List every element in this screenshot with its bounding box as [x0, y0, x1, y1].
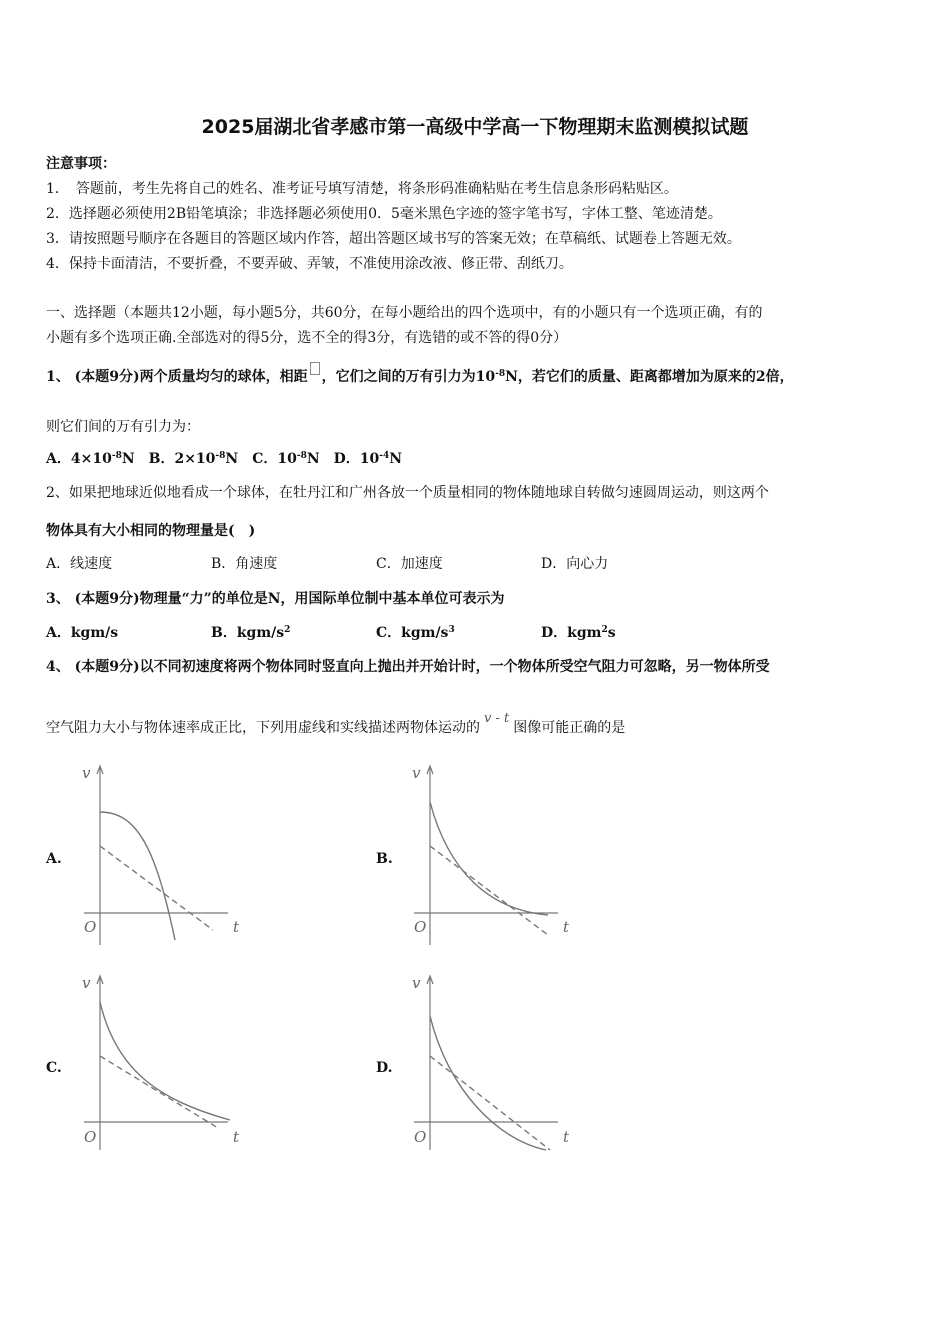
q2-option-a[interactable]: A．线速度 — [46, 556, 113, 572]
axis-t-label: t — [563, 918, 570, 936]
note-item-1: 1． 答题前，考生先将自己的姓名、准考证号填写清楚，将条形码准确粘贴在考生信息条形码粘贴区。 — [46, 181, 678, 197]
origin-label: O — [414, 1128, 427, 1146]
dashed-line — [430, 846, 548, 935]
dashed-line — [430, 1056, 550, 1150]
q1-stem — [46, 366, 794, 386]
notes-heading: 注意事项： — [46, 156, 116, 172]
section-intro-line2: 小题有多个选项正确.全部选对的得5分，选不全的得3分，有选错的或不答的得0分） — [46, 330, 568, 346]
q2-option-d[interactable]: D．向心力 — [541, 556, 609, 572]
q4-option-c[interactable]: C. — [46, 1060, 62, 1076]
axis-v-label: v — [82, 764, 91, 782]
graph-b — [408, 760, 588, 950]
axis-v-label: v — [412, 974, 421, 992]
q3-option-d[interactable]: D．kgm$^2$s — [541, 625, 616, 641]
exam-title: 2025届湖北省孝感市第一高级中学高一下物理期末监测模拟试题 — [201, 116, 749, 138]
section-intro-line1: 一、选择题（本题共12小题，每小题5分，共60分，在每小题给出的四个选项中，有的小题只有一个选项正确，有的 — [46, 305, 763, 321]
q1-option-d[interactable]: D．$10^{-4}N$ — [333, 451, 403, 467]
q1-option-b[interactable]: B．$2\times 10^{-8}N$ — [148, 451, 239, 467]
note-item-3: 3．请按照题号顺序在各题目的答题区域内作答，超出答题区域书写的答案无效；在草稿纸、试题卷上答题无效。 — [46, 231, 741, 247]
q2-stem-line1: 2、如果把地球近似地看成一个球体，在牡丹江和广州各放一个质量相同的物体随地球自转做匀速圆周运动，则这两个 — [46, 485, 769, 501]
q2-option-b[interactable]: B．角速度 — [211, 556, 278, 572]
q3-option-a[interactable]: A．kgm/s — [46, 625, 119, 641]
q4-stem-line2 — [46, 711, 626, 737]
graph-c — [78, 970, 258, 1160]
graph-d — [408, 970, 588, 1160]
q1-stem-c: N，若它们的质量、距离都增加为原来的2倍， — [505, 369, 794, 385]
q1-stem-line2: 则它们间的万有引力为： — [46, 419, 200, 435]
q1-options — [46, 448, 402, 468]
axis-t-label: t — [233, 1128, 240, 1146]
q4-option-d[interactable]: D. — [376, 1060, 393, 1076]
missing-glyph-box — [310, 362, 320, 375]
q1-option-c[interactable]: C．$10^{-8}N$ — [252, 451, 320, 467]
q3-option-c[interactable]: C．kgm/$s^3$ — [376, 625, 455, 641]
solid-curve — [100, 812, 175, 940]
axis-t-label: t — [233, 918, 240, 936]
dashed-line — [100, 846, 213, 930]
axis-v-label: v — [412, 764, 421, 782]
q4-option-b[interactable]: B. — [376, 851, 393, 867]
note-item-2: 2．选择题必须使用2B铅笔填涂；非选择题必须使用0．5毫米黑色字迹的签字笔书写，字体工整、笔迹清楚。 — [46, 206, 722, 222]
q4-stem-line2b: 图像可能正确的是 — [513, 720, 626, 736]
dashed-line — [100, 1056, 218, 1128]
solid-curve — [100, 1002, 230, 1120]
axis-v-label: v — [82, 974, 91, 992]
q2-stem-line2: 物体具有大小相同的物理量是( ) — [46, 523, 256, 539]
q2-option-c[interactable]: C．加速度 — [376, 556, 443, 572]
q1-stem-a: 1、 (本题9分)两个质量均匀的球体，相距 — [46, 369, 308, 385]
axis-t-label: t — [563, 1128, 570, 1146]
origin-label: O — [414, 918, 427, 936]
q1-stem-sup: -8 — [495, 369, 506, 379]
graph-a — [78, 760, 258, 950]
q3-stem: 3、 (本题9分)物理量“力”的单位是N，用国际单位制中基本单位可表示为 — [46, 591, 505, 607]
q1-stem-b: ，它们之间的万有引力为10 — [321, 369, 496, 385]
q4-stem-line1: 4、 (本题9分)以不同初速度将两个物体同时竖直向上抛出并开始计时，一个物体所受空气阻力可忽略，另一物体所受 — [46, 659, 770, 675]
q4-stem-line2a: 空气阻力大小与物体速率成正比，下列用虚线和实线描述两物体运动的 — [46, 720, 480, 736]
note-item-4: 4．保持卡面清洁，不要折叠，不要弄破、弄皱，不准使用涂改液、修正带、刮纸刀。 — [46, 256, 573, 272]
solid-curve — [430, 1016, 546, 1150]
q1-option-a[interactable]: A．$4\times 10^{-8}N$ — [46, 451, 135, 467]
origin-label: O — [84, 918, 97, 936]
q4-option-a[interactable]: A. — [46, 851, 62, 867]
q3-option-b[interactable]: B．kgm/$s^2$ — [211, 625, 291, 641]
vt-symbol: v - t — [484, 711, 510, 726]
origin-label: O — [84, 1128, 97, 1146]
